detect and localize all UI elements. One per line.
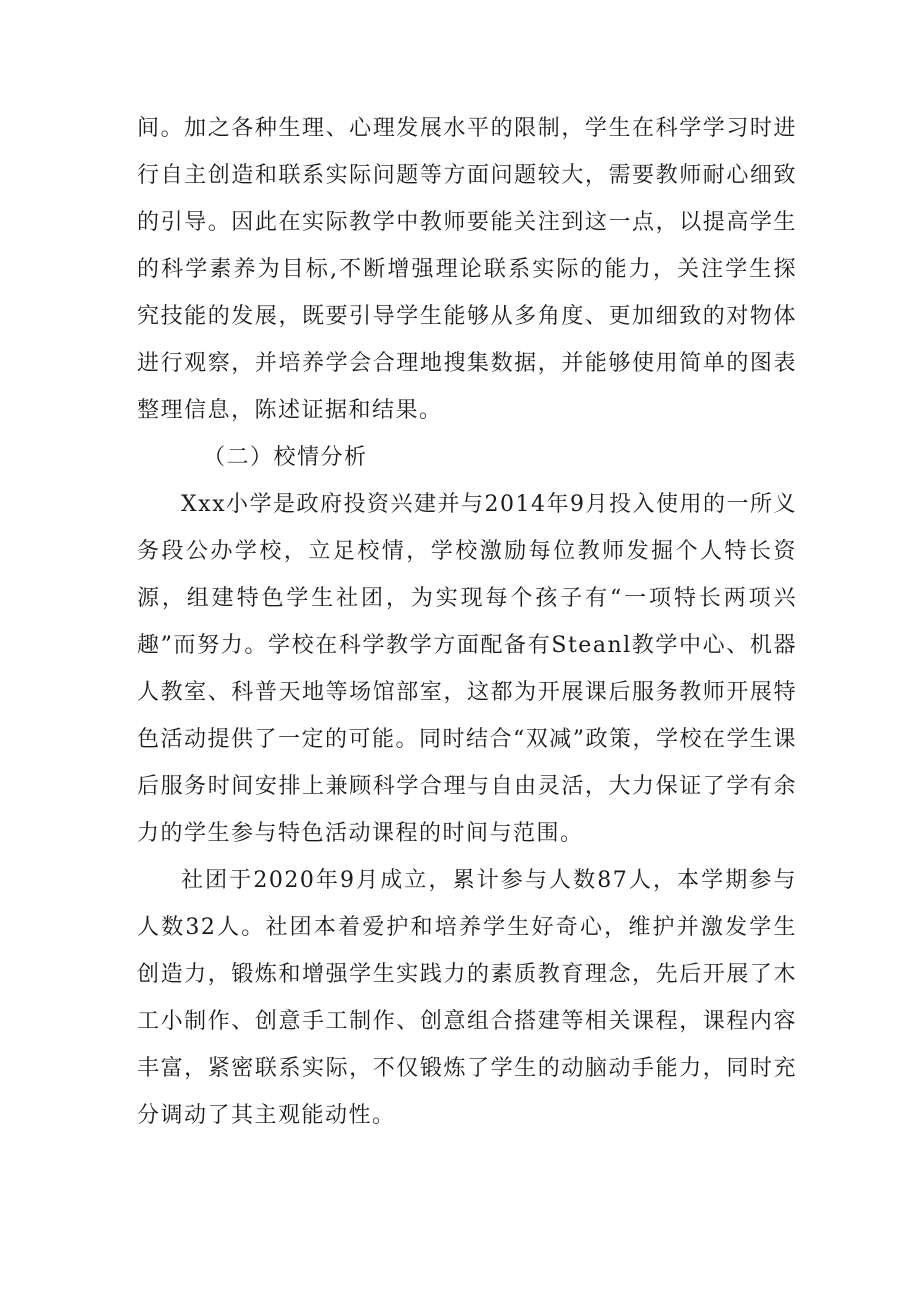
document-body <box>137 105 797 1139</box>
paragraph-club-info: 社团于2020年9月成立，累计参与人数87人，本学期参与人数32人。社团本着爱护和培养学生好奇心，维护并激发学生创造力，锻炼和增强学生实践力的素质教育理念，先后开展了木工小制作、创意手工制作、创意组合搭建等相关课程，课程内容丰富，紧密联系实际，不仅锻炼了学生的动脑动手能力，同时充分调动了其主观能动性。 <box>137 868 797 1128</box>
section-heading: （二）校情分析 <box>203 445 368 470</box>
paragraph-school-analysis: Xxx小学是政府投资兴建并与2014年9月投入使用的一所义务段公办学校，立足校情，学校激励每位教师发掘个人特长资源，组建特色学生社团，为实现每个孩子有“一项特长两项兴趣”而努力。学校在科学教学方面配备有Steanl教学中心、机器人教室、科普天地等场馆部室，这都为开展课后服务教师开展特色活动提供了一定的可能。同时结合“双减”政策，学校在学生课后服务时间安排上兼顾科学合理与自由灵活，大力保证了学有余力的学生参与特色活动课程的时间与范围。 <box>137 492 797 846</box>
paragraph-continued: 间。加之各种生理、心理发展水平的限制，学生在科学学习时进行自主创造和联系实际问题等方面问题较大，需要教师耐心细致的引导。因此在实际教学中教师要能关注到这一点，以提高学生的科学素养为目标,不断增强理论联系实际的能力，关注学生探究技能的发展，既要引导学生能够从多角度、更加细致的对物体进行观察，并培养学会合理地搜集数据，并能够使用简单的图表整理信息，陈述证据和结果。 <box>137 116 797 423</box>
